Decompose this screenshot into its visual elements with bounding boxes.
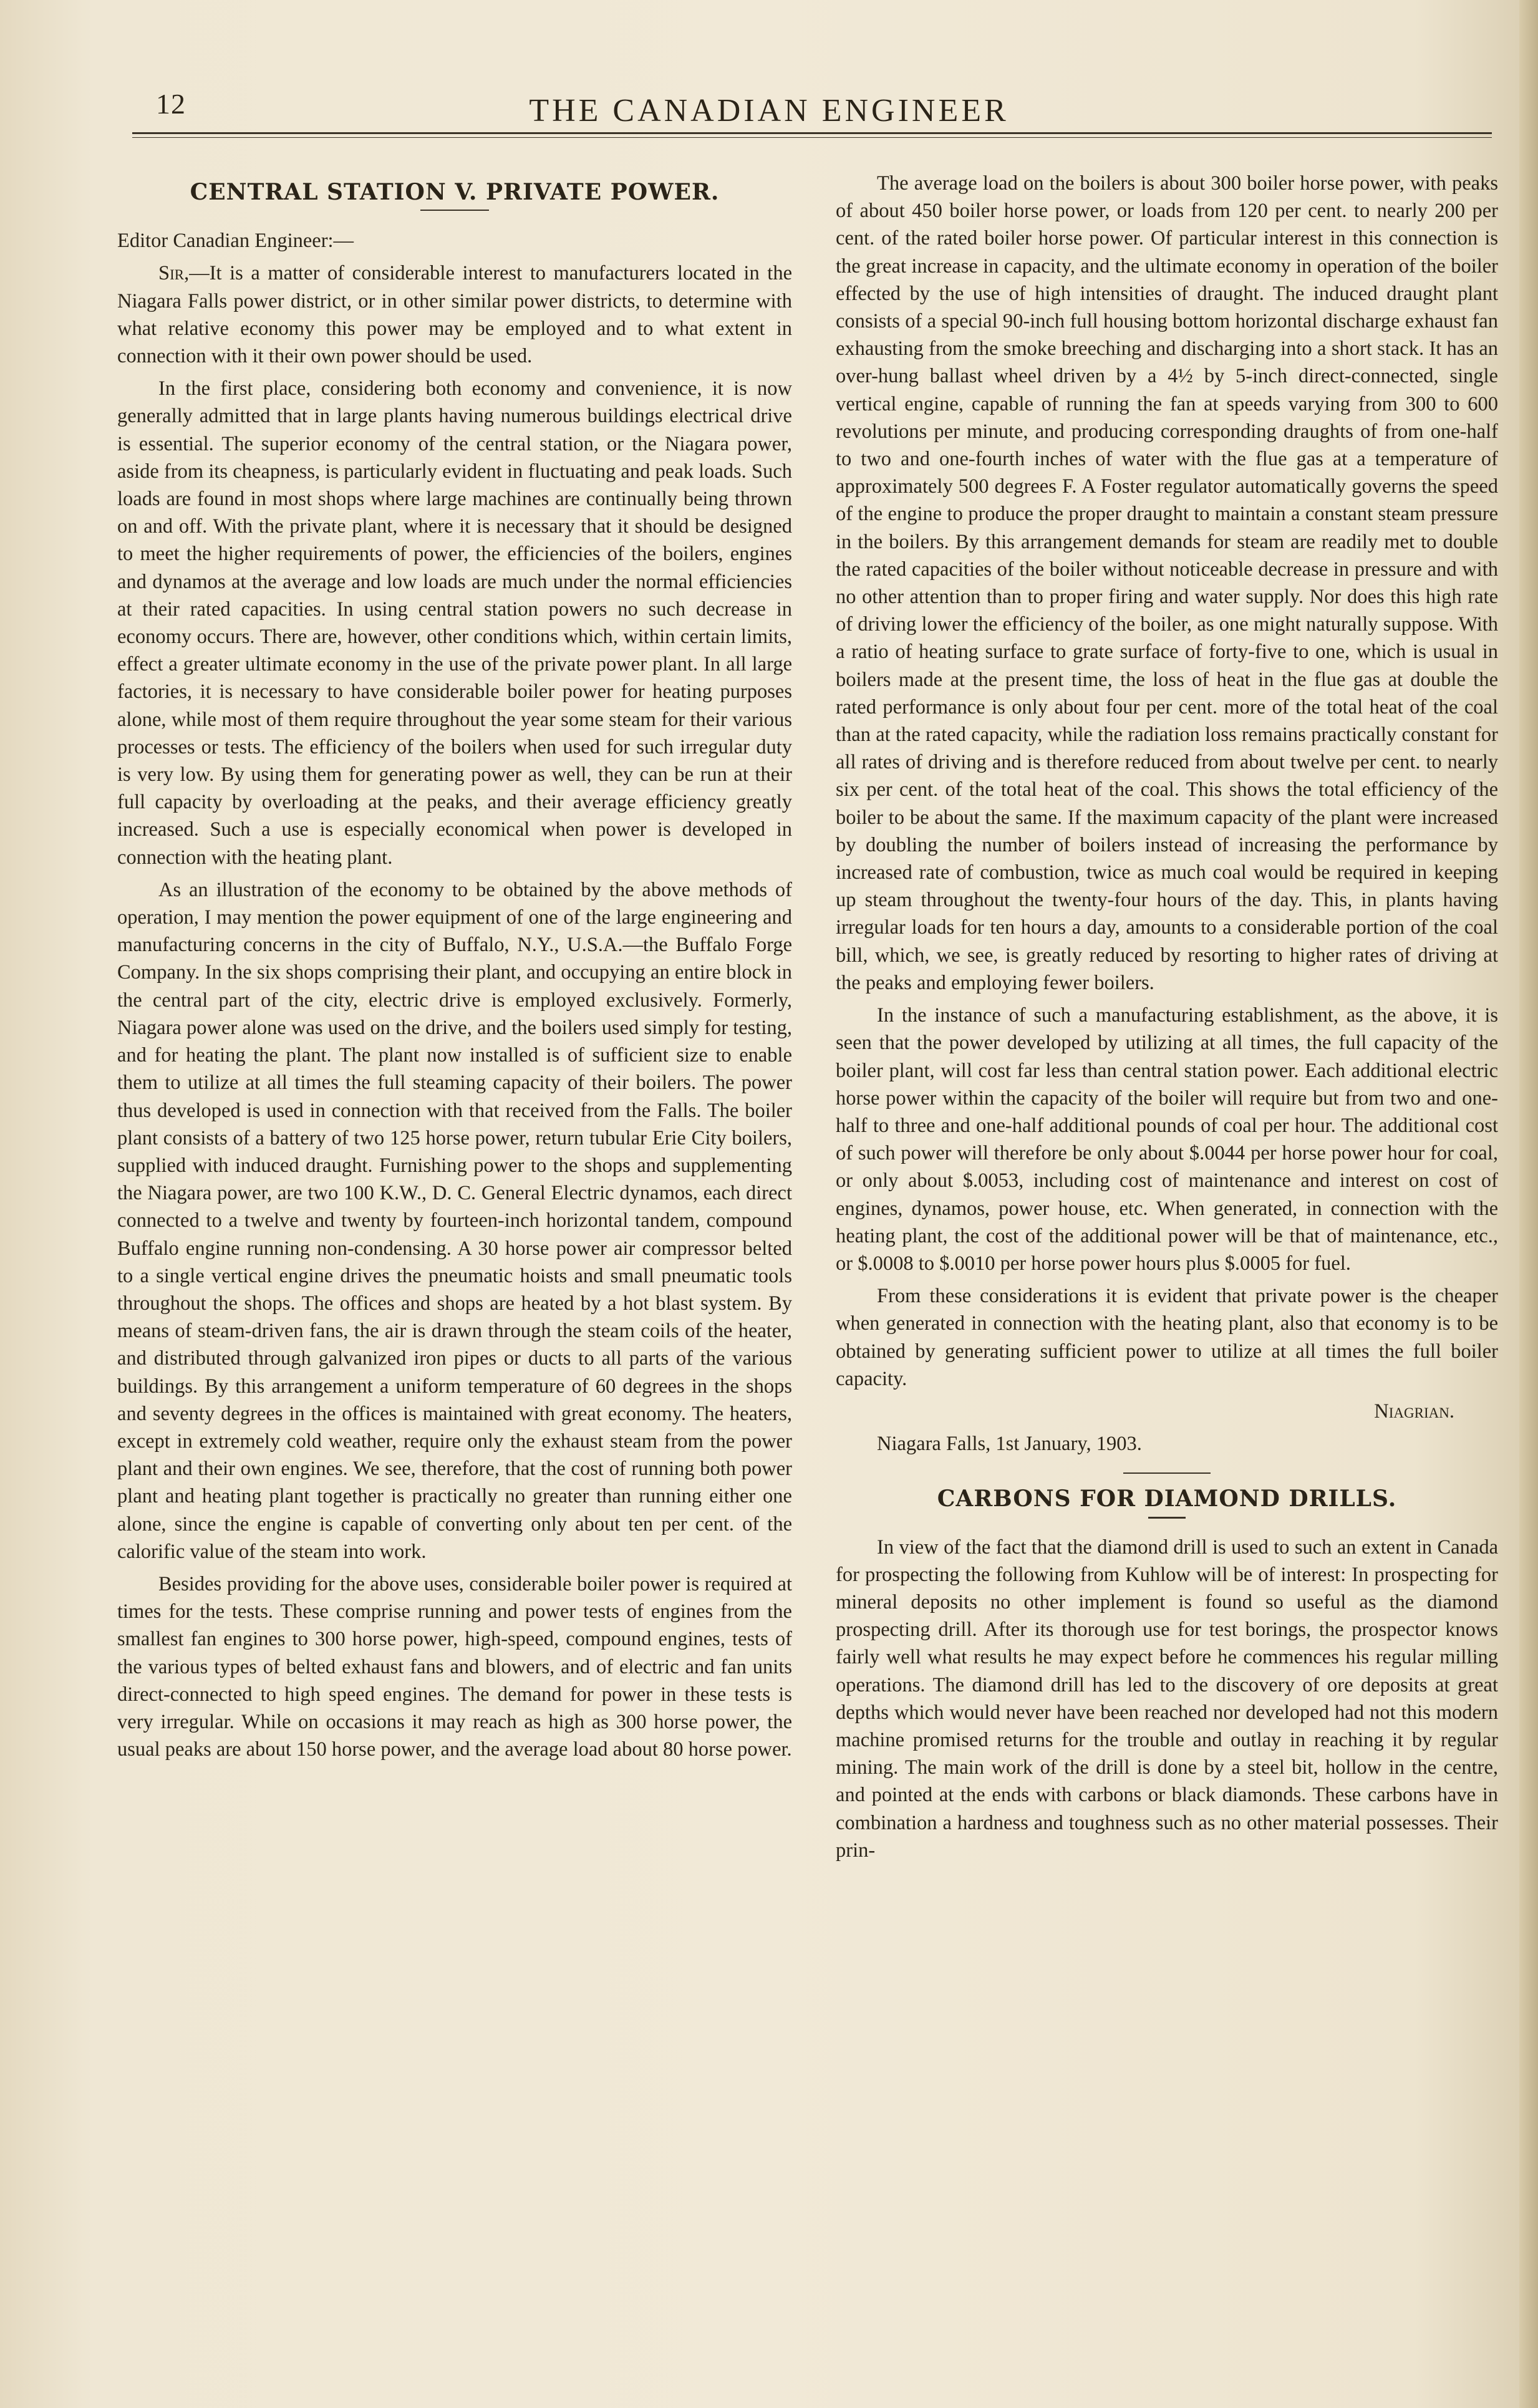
article-paragraph-1 xyxy=(117,259,792,370)
right-column xyxy=(836,170,1498,1869)
article2-paragraph-1: In view of the fact that the diamond drill is used to such an extent in Canada for prospecting the following from Kuhlow will be of interest: In prospecting for mineral deposits no other implement is found so useful as the diamond prospecting drill. After its thorough use for test borings, the prospector knows fairly well what results he may expect before he commences his regular milling operations. The diamond drill has led to the discovery of ore deposits at great depths which would never have been reached nor developed had not this modern machine promised returns for the trouble and outlay in reaching it by regular mining. The main work of the drill is done by a steel bit, hollow in the centre, and pointed at the ends with carbons or black diamonds. These carbons have in combination a hardness and toughness such as no other material possesses. Their prin- xyxy=(836,1535,1498,1862)
section-divider xyxy=(1123,1472,1211,1474)
signature: Niagrian. xyxy=(1374,1400,1454,1423)
salutation: Editor Canadian Engineer:— xyxy=(117,230,354,253)
paragraph-text: —It is a matter of considerable interest to manufacturers located in the Niagara Falls power district, or in other similar power districts, to determine with what relative economy this power may be employed and to what extent in connection with it their own power should be used. xyxy=(117,262,792,368)
dateline: Niagara Falls, 1st January, 1903. xyxy=(877,1433,1142,1456)
article-title-central-station: CENTRAL STATION V. PRIVATE POWER. xyxy=(190,179,720,205)
header-rule-thin xyxy=(132,137,1492,138)
article-paragraph-2: In the first place, considering both economy and convenience, it is now generally admitted that in large plants having numerous buildings electrical drive is essential. The superior economy of the central station, or the Niagara power, aside from its cheapness, is particularly evident in fluctuating and peak loads. Such loads are found in most shops where large machines are continually being thrown on and off. With the private plant, where it is necessary that it should be designed to meet the higher requirements of power, the efficiencies of the boilers, engines and dynamos at the average and low loads are much under the normal efficiencies at their rated capacities. In using central station powers no such decrease in economy occurs. There are, however, other conditions which, within certain limits, effect a greater ultimate economy in the use of the private power plant. In all large factories, it is necessary to have considerable boiler power for heating purposes alone, while most of them require throughout the year some steam for their various processes or tests. The efficiency of the boilers when used for such irregular duty is very low. By using them for generating power as well, they can be run at their full capacity by overloading at the peaks, and their average efficiency greatly increased. Such a use is especially economical when power is developed in connection with the heating plant. xyxy=(117,377,792,869)
journal-title: THE CANADIAN ENGINEER xyxy=(529,93,1009,128)
page-number: 12 xyxy=(156,88,186,120)
article-paragraph-6: In the instance of such a manufacturing establishment, as the above, it is seen that the power developed by utilizing at all times, the full capacity of the boiler plant, will cost far less than central station power. Each additional electric horse power within the capacity of the boiler will require but from two and one-half to three and one-half additional pounds of coal per hour. The additional cost of such power will therefore be only about $.0044 per horse power hour for coal, or only about $.0053, including cost of maintenance and interest on cost of engines, dynamos, power house, etc. When generated, in connection with the heating plant, the cost of the additional power will be that of maintenance, etc., or $.0008 to $.0010 per horse power hours plus $.0005 for fuel. xyxy=(836,1004,1498,1275)
title-rule xyxy=(420,210,489,211)
header-rule-thick xyxy=(132,132,1492,134)
article-paragraph-7: From these considerations it is evident that private power is the cheaper when generated in connection with the heating plant, also that economy is to be obtained by generating sufficient power to utilize at all times the full boiler capacity. xyxy=(836,1285,1498,1390)
page-spine-shadow xyxy=(1519,0,1538,2408)
opening-word: Sir, xyxy=(158,262,190,285)
left-column xyxy=(117,170,792,1768)
title-rule-2 xyxy=(1148,1517,1186,1519)
article-title-carbons: CARBONS FOR DIAMOND DRILLS. xyxy=(937,1486,1397,1512)
article-paragraph-5: The average load on the boilers is about 300 boiler horse power, with peaks of about 450 boiler horse power, or loads from 120 per cent. to nearly 200 per cent. of the rated boiler horse power. Of particular interest in this connection is the great increase in capacity, and the ultimate economy in operation of the boiler effected by the use of high intensities of draught. The induced draught plant consists of a special 90-inch full housing bottom horizontal discharge exhaust fan exhausting from the smoke breeching and discharging into a short stack. It has an over-hung ballast wheel driven by a 4½ by 5-inch direct-connected, single vertical engine, capable of running the fan at speeds varying from 300 to 600 revolutions per minute, and producing corresponding draughts of from one-half to two and one-fourth inches of water with the flue gas at a temperature of approximately 500 degrees F. A Foster regulator automatically governs the speed of the engine to produce the proper draught to maintain a constant steam pressure in the boilers. By this arrangement demands for steam are readily met to double the rated capacities of the boiler without noticeable decrease in pressure and with no other attention than to proper firing and water supply. Nor does this high rate of driving lower the efficiency of the boiler, as one might naturally suppose. With a ratio of heating surface to grate surface of forty-five to one, which is usual in boilers made at the present time, the loss of heat in the flue gas at double the rated performance is only about four per cent. more of the total heat of the coal than at the rated capacity, while the radiation loss remains practically constant for all rates of driving and is therefore reduced from about twelve per cent. to nearly six per cent. of the total heat of the coal. This shows the total efficiency of the boiler to be about the same. If the maximum capacity of the plant were increased by doubling the number of boilers instead of increasing the performance by increased rate of combustion, twice as much coal would be required in keeping up steam throughout the twenty-four hours of the day. This, in plants having irregular loads for ten hours a day, amounts to a considerable portion of the coal bill, which, we see, is greatly reduced by resorting to higher rates of driving at the peaks and employing fewer boilers. xyxy=(836,172,1498,994)
article-paragraph-3: As an illustration of the economy to be obtained by the above methods of operation, I may mention the power equipment of one of the large engineering and manufacturing concerns in the city of Buffalo, N.Y., U.S.A.—the Buffalo Forge Company. In the six shops comprising their plant, and occupying an entire block in the central part of the city, electric drive is employed exclusively. Formerly, Niagara power alone was used on the drive, and the boilers used simply for testing, and for heating the plant. The plant now installed is of sufficient size to enable them to utilize at all times the full steaming capacity of their boilers. The power thus developed is used in connection with that received from the Falls. The boiler plant consists of a battery of two 125 horse power, return tubular Erie City boilers, supplied with induced draught. Furnishing power to the shops and supplementing the Niagara power, are two 100 K.W., D. C. General Electric dynamos, each direct connected to a twelve and twenty by fourteen-inch horizontal tandem, compound Buffalo engine running non-condensing. A 30 horse power air compressor belted to a single vertical engine drives the pneumatic hoists and small pneumatic tools throughout the shops. The offices and shops are heated by a hot blast system. By means of steam-driven fans, the air is drawn through the steam coils of the heater, and distributed through galvanized iron pipes or ducts to all parts of the various buildings. By this arrangement a uniform temperature of 60 degrees in the shops and seventy degrees in the offices is maintained with great economy. The heaters, except in extremely cold weather, require only the exhaust steam from the power plant and their own engines. We see, therefore, that the cost of running both power plant and heating plant together is practically no greater than running either one alone, since the engine is capable of converting only about ten per cent. of the calorific value of the steam into work. xyxy=(117,878,792,1563)
article-paragraph-4: Besides providing for the above uses, considerable boiler power is required at times for the tests. These comprise running and power tests of engines from the smallest fan engines to 300 horse power, high-speed, compound engines, tests of the various types of belted exhaust fans and blowers, and of electric and fan units direct-connected to high speed engines. The demand for power in these tests is very irregular. While on occasions it may reach as high as 300 horse power, the usual peaks are about 150 horse power, and the average load about 80 horse power. xyxy=(117,1572,792,1761)
